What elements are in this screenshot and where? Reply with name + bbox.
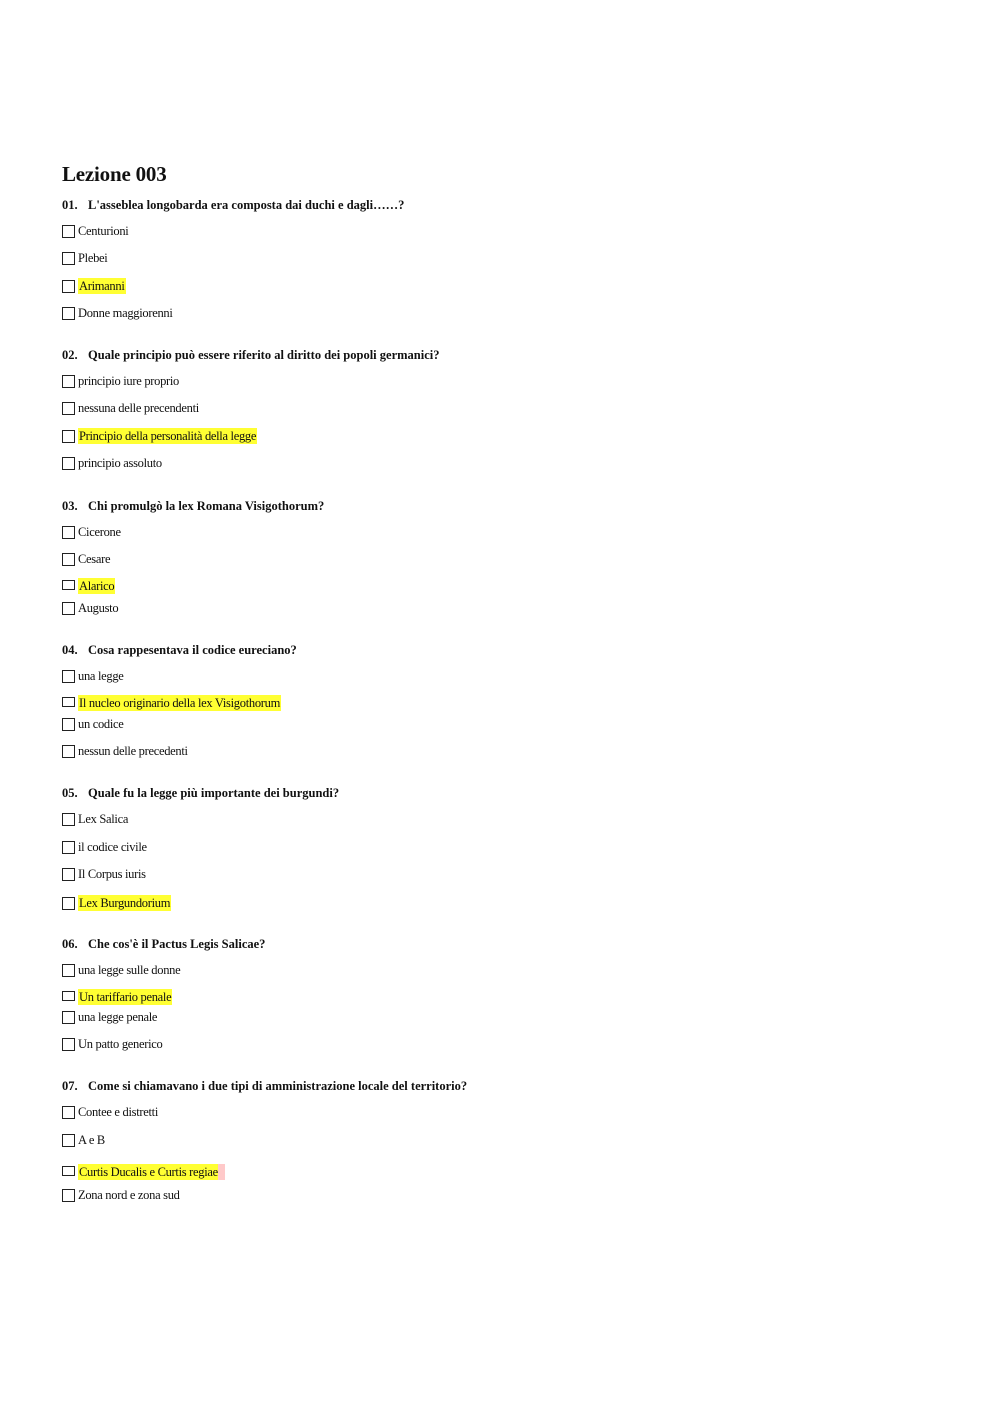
option-label: un codice [78,717,124,731]
checkbox[interactable] [62,457,75,470]
checkbox[interactable] [62,307,75,320]
option-label-highlighted: Il nucleo originario della lex Visigothorum [79,696,281,710]
question-number: 03. [62,499,78,513]
option-label: Centurioni [78,224,129,238]
option-label: il codice civile [78,840,147,854]
checkbox[interactable] [62,841,75,854]
option-label: una legge sulle donne [78,963,181,977]
checkbox[interactable] [62,1189,75,1202]
question-number: 07. [62,1079,78,1093]
option-2c[interactable] [62,428,257,444]
option-2b[interactable] [62,400,199,416]
option-label-highlighted: Lex Burgundorium [79,896,171,910]
question-number: 05. [62,786,78,800]
option-7d[interactable] [62,1187,180,1203]
option-label: Augusto [78,601,119,615]
option-1a[interactable] [62,223,128,239]
checkbox[interactable] [62,697,75,707]
option-6a[interactable] [62,962,180,978]
option-label: principio assoluto [78,456,162,470]
question-5 [62,785,339,801]
option-3c[interactable] [62,578,115,594]
checkbox[interactable] [62,868,75,881]
checkbox[interactable] [62,1038,75,1051]
option-1b[interactable] [62,250,107,266]
page-title: Lezione 003 [62,162,167,186]
option-7b[interactable] [62,1132,105,1148]
question-7 [62,1078,467,1094]
checkbox[interactable] [62,553,75,566]
option-5c[interactable] [62,866,146,882]
question-1 [62,197,404,213]
checkbox[interactable] [62,430,75,443]
checkbox[interactable] [62,1106,75,1119]
option-label: Un patto generico [78,1037,163,1051]
checkbox[interactable] [62,1011,75,1024]
checkbox[interactable] [62,526,75,539]
question-text: L'asseblea longobarda era composta dai duchi e dagli……? [88,198,405,212]
option-5b[interactable] [62,839,147,855]
option-1d[interactable] [62,305,173,321]
checkbox[interactable] [62,225,75,238]
option-label: una legge [78,669,124,683]
checkbox[interactable] [62,252,75,265]
option-3b[interactable] [62,551,110,567]
checkbox[interactable] [62,602,75,615]
checkbox[interactable] [62,580,75,590]
checkbox[interactable] [62,1134,75,1147]
option-5d[interactable] [62,895,171,911]
option-label-highlighted: Arimanni [79,279,125,293]
question-number: 02. [62,348,78,362]
option-4b[interactable] [62,695,281,711]
option-label: Il Corpus iuris [78,867,146,881]
question-number: 06. [62,937,78,951]
question-3 [62,498,324,514]
option-label-highlighted: Curtis Ducalis e Curtis regiae [78,1164,225,1180]
option-label-highlighted: Alarico [79,579,115,593]
question-4 [62,642,297,658]
option-6d[interactable] [62,1036,162,1052]
question-number: 04. [62,643,78,657]
question-text: Come si chiamavano i due tipi di amministrazione locale del territorio? [88,1079,468,1093]
option-3d[interactable] [62,600,118,616]
option-2a[interactable] [62,373,179,389]
checkbox[interactable] [62,1166,75,1176]
option-6b[interactable] [62,989,172,1005]
checkbox[interactable] [62,280,75,293]
option-label: nessun delle precedenti [78,744,188,758]
checkbox[interactable] [62,897,75,910]
question-number: 01. [62,198,78,212]
question-text: Che cos'è il Pactus Legis Salicae? [88,937,266,951]
checkbox[interactable] [62,991,75,1001]
option-2d[interactable] [62,455,162,471]
option-label: Lex Salica [78,812,129,826]
question-text: Quale fu la legge più importante dei burgundi? [88,786,340,800]
option-1c[interactable] [62,278,126,294]
checkbox[interactable] [62,718,75,731]
option-label: Plebei [78,251,108,265]
checkbox[interactable] [62,402,75,415]
option-label: Cesare [78,552,111,566]
option-7c[interactable] [62,1164,225,1180]
option-label: Donne maggiorenni [78,306,173,320]
option-6c[interactable] [62,1009,157,1025]
checkbox[interactable] [62,745,75,758]
option-label: una legge penale [78,1010,158,1024]
option-label: nessuna delle precendenti [78,401,199,415]
checkbox[interactable] [62,964,75,977]
question-6 [62,936,265,952]
question-text: Chi promulgò la lex Romana Visigothorum? [88,499,325,513]
question-text: Quale principio può essere riferito al diritto dei popoli germanici? [88,348,440,362]
option-label: A e B [78,1133,105,1147]
option-label: Zona nord e zona sud [78,1188,180,1202]
option-label-highlighted: Principio della personalità della legge [79,429,257,443]
checkbox[interactable] [62,670,75,683]
option-4c[interactable] [62,716,124,732]
option-3a[interactable] [62,524,121,540]
option-5a[interactable] [62,811,128,827]
option-label: Cicerone [78,525,121,539]
option-label: Contee e distretti [78,1105,158,1119]
checkbox[interactable] [62,375,75,388]
option-label: principio iure proprio [78,374,180,388]
question-text: Cosa rappesentava il codice eureciano? [88,643,297,657]
checkbox[interactable] [62,813,75,826]
option-4a[interactable] [62,668,124,684]
option-4d[interactable] [62,743,188,759]
option-label-highlighted: Un tariffario penale [79,990,172,1004]
question-2 [62,347,439,363]
option-7a[interactable] [62,1104,158,1120]
